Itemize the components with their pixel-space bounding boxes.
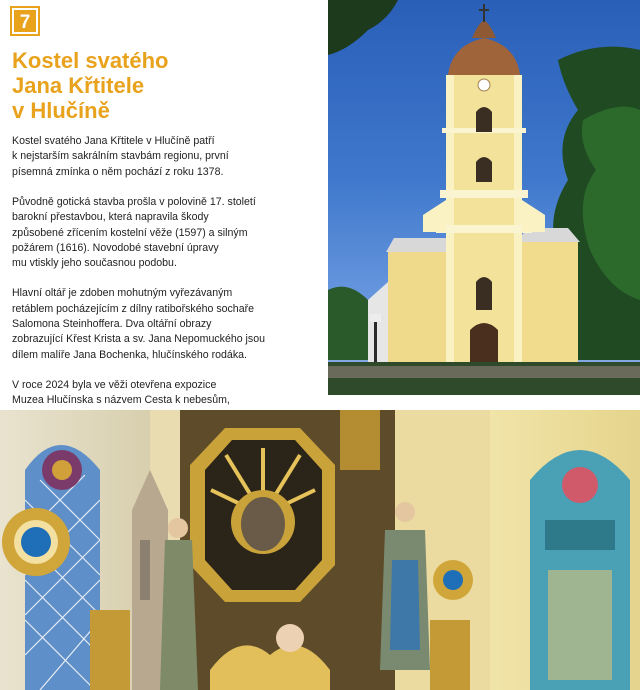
paragraph-history: [12, 195, 324, 272]
text-line: Salomona Steinhoffera. Dva oltářní obrazy: [12, 318, 212, 331]
text-line: zobrazující Křest Krista a sv. Jana Nepomuckého jsou: [12, 333, 265, 346]
text-line: Hlavní oltář je zdoben mohutným vyřezávaným: [12, 287, 233, 300]
title-line: Kostel svatého: [12, 48, 169, 73]
body-text: [12, 134, 324, 454]
text-line: k nejstarším sakrálním stavbám regionu, první: [12, 150, 229, 163]
text-line: Původně gotická stavba prošla v polovině 17. století: [12, 195, 256, 208]
text-line: dílem malíře Jana Bochenka, hlučínského rodáka.: [12, 348, 247, 361]
text-line: Kostel svatého Jana Křtitele v Hlučíně patří: [12, 135, 215, 147]
page-title: [12, 48, 322, 123]
title-line: v Hlučíně: [12, 98, 110, 123]
text-line: písemná zmínka o něm pochází z roku 1378.: [12, 165, 224, 178]
church-illustration: [328, 0, 640, 395]
text-line: Muzea Hlučínska s názvem Cesta k nebesům,: [12, 394, 230, 407]
text-line: V roce 2024 byla ve věži otevřena expozice: [12, 378, 217, 391]
text-line: mu vtiskly jeho současnou podobu.: [12, 257, 177, 270]
text-line: barokní přestavbou, která napravila škody: [12, 211, 209, 224]
paragraph-altar: [12, 286, 324, 363]
altar-illustration: [0, 410, 640, 690]
page-number-badge: 7: [12, 8, 38, 34]
text-column: [0, 0, 328, 410]
text-line: způsobené zřícením kostelní věže (1597) a silným: [12, 226, 248, 239]
text-line: požárem (1616). Novodobé stavební úpravy: [12, 241, 219, 254]
altar-interior-photo: [0, 410, 640, 690]
paragraph-intro: [12, 134, 324, 180]
church-exterior-photo: [328, 0, 640, 395]
text-line: retáblem pocházejícím z dílny ratibořského sochaře: [12, 302, 255, 315]
title-line: Jana Křtitele: [12, 73, 145, 98]
